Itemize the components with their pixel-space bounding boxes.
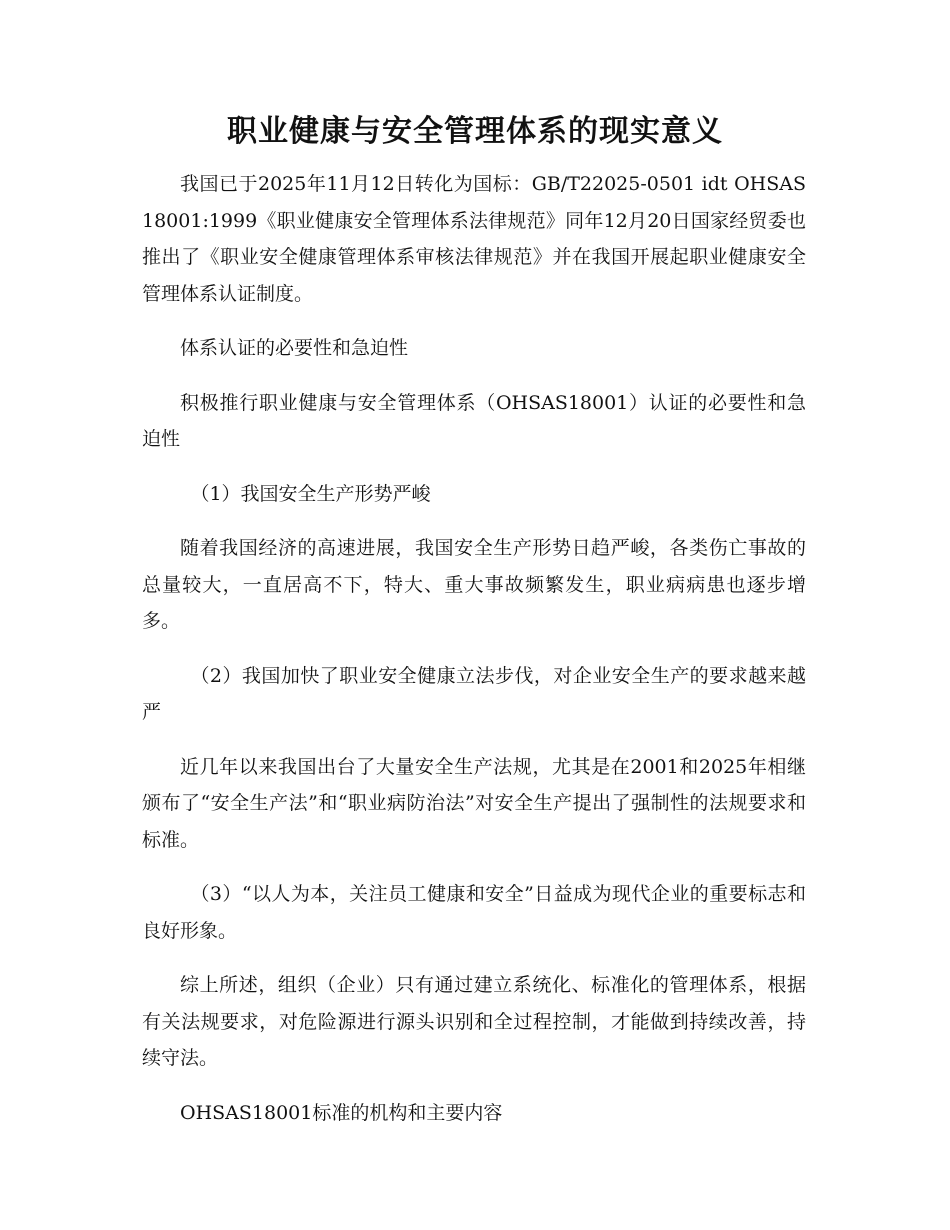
- paragraph-legislation: 近几年以来我国出台了大量安全生产法规，尤其是在2001和2025年相继颁布了“安全生产法”和“职业病防治法”对安全生产提出了强制性的法规要求和标准。: [142, 755, 806, 851]
- document-body: [142, 166, 806, 1131]
- paragraph-heading-certification: 体系认证的必要性和急迫性: [180, 337, 409, 359]
- paragraph-point-2: （2）我国加快了职业安全健康立法步伐，对企业安全生产的要求越来越严: [142, 664, 806, 723]
- paragraph-point-1: （1）我国安全生产形势严峻: [190, 482, 431, 505]
- paragraph-point-3: （3）“以人为本，关注员工健康和安全”日益成为现代企业的重要标志和良好形象。: [142, 883, 806, 942]
- paragraph-intro: 我国已于2025年11月12日转化为国标：GB/T22025-0501 idt OHSAS18001:1999《职业健康安全管理体系法律规范》同年12月20日国家经贸委也推出了《职业安全健康管理体系审核法律规范》并在我国开展起职业健康安全管理体系认证制度。: [142, 173, 806, 305]
- paragraph-necessity: 积极推行职业健康与安全管理体系（OHSAS18001）认证的必要性和急迫性: [142, 391, 806, 450]
- paragraph-heading-standard: OHSAS18001标准的机构和主要内容: [180, 1101, 503, 1124]
- paragraph-safety-situation: 随着我国经济的高速进展，我国安全生产形势日趋严峻，各类伤亡事故的总量较大，一直居高不下，特大、重大事故频繁发生，职业病病患也逐步增多。: [142, 537, 806, 632]
- paragraph-summary: 综上所述，组织（企业）只有通过建立系统化、标准化的管理体系，根据有关法规要求，对危险源进行源头识别和全过程控制，才能做到持续改善，持续守法。: [142, 974, 806, 1069]
- document-title: 职业健康与安全管理体系的现实意义: [227, 114, 723, 149]
